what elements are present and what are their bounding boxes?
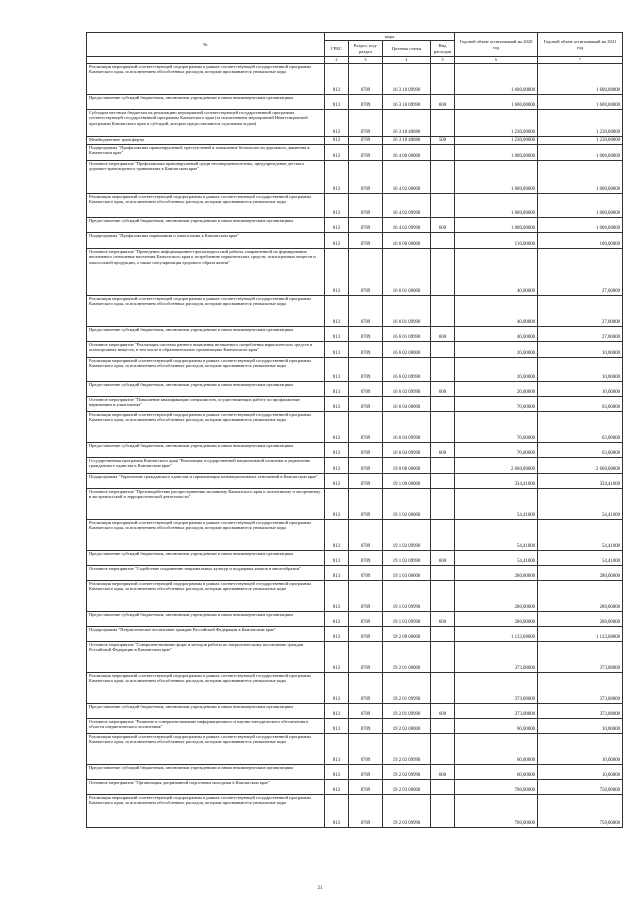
header-expense-type: Вид расходов	[431, 41, 455, 57]
header-grbs: ГРБС	[325, 41, 349, 57]
budget-table	[86, 32, 623, 828]
table-row	[87, 734, 623, 765]
row-section: 0709	[349, 673, 383, 704]
row-section: 0709	[349, 551, 383, 566]
row-amount-2020: 334,41000	[455, 474, 538, 489]
row-section: 0709	[349, 627, 383, 642]
row-amount-2021: 1 600,00000	[538, 64, 623, 95]
row-amount-2020: 2 660,00000	[455, 458, 538, 474]
table-row	[87, 566, 623, 581]
table-row	[87, 145, 623, 161]
table-row	[87, 64, 623, 95]
row-amount-2020: 70,00000	[455, 397, 538, 412]
row-amount-2021: 1 000,00000	[538, 145, 623, 161]
row-amount-2021: 10,00000	[538, 382, 623, 397]
table-row	[87, 233, 623, 249]
row-grbs: 813	[325, 566, 349, 581]
row-grbs: 813	[325, 249, 349, 296]
row-section: 0709	[349, 765, 383, 780]
row-grbs: 813	[325, 64, 349, 95]
column-index-cell: 2	[325, 57, 349, 64]
row-grbs: 813	[325, 194, 349, 218]
table-row	[87, 342, 623, 358]
table-row	[87, 95, 623, 110]
row-grbs: 813	[325, 110, 349, 137]
row-amount-2020: 280,00000	[455, 612, 538, 627]
table-row	[87, 520, 623, 551]
row-amount-2021: 1 000,00000	[538, 194, 623, 218]
row-expense-type: 500	[431, 137, 455, 145]
row-description: Подпрограмма "Укрепление гражданского единства и гармонизация межнациональных отношений в Камчатском крае"	[87, 474, 325, 489]
row-expense-type	[431, 358, 455, 382]
row-expense-type: 600	[431, 218, 455, 233]
row-amount-2021: 10,00000	[538, 719, 623, 734]
row-amount-2021: 100,00000	[538, 233, 623, 249]
row-grbs: 813	[325, 642, 349, 673]
row-target-article: 16 6 04 00000	[383, 397, 431, 412]
row-target-article: 16 3 10 09990	[383, 95, 431, 110]
row-description: Основное мероприятие "Повышение квалификации специалистов, осуществляющих работу по профилактике наркомании и алкоголизма"	[87, 397, 325, 412]
row-description: Реализация мероприятий соответствующей подпрограммы в рамках соответствующей государственной программы Камчатского края, за исключением обособленных расходов, которым присваиваются уникальные коды	[87, 194, 325, 218]
row-amount-2021: 1 000,00000	[538, 161, 623, 194]
row-amount-2020: 373,08000	[455, 642, 538, 673]
row-amount-2020: 54,41000	[455, 489, 538, 520]
row-description: Основное мероприятие "Организация допризывной подготовки молодежи в Камчатском крае"	[87, 780, 325, 795]
row-expense-type	[431, 520, 455, 551]
row-target-article: 19 2 00 00000	[383, 627, 431, 642]
row-grbs: 813	[325, 233, 349, 249]
row-section: 0709	[349, 566, 383, 581]
row-expense-type	[431, 233, 455, 249]
row-expense-type	[431, 397, 455, 412]
row-section: 0709	[349, 95, 383, 110]
row-target-article: 16 6 04 09990	[383, 412, 431, 443]
row-description: Основное мероприятие "Реализация системы раннего выявления незаконного потребления наркотических средств и психотропных веществ, в том числе в образовательных организациях Камчатского края"	[87, 342, 325, 358]
row-grbs: 813	[325, 734, 349, 765]
row-section: 0709	[349, 458, 383, 474]
row-grbs: 813	[325, 296, 349, 327]
row-grbs: 813	[325, 145, 349, 161]
row-expense-type: 600	[431, 382, 455, 397]
row-description: Субсидии местным бюджетам на реализацию мероприятий соответствующей государственной программы соответствующей государственной программы Камчатского края (за исключением мероприятий Инвестиционной программы Камчатского края и субсидий, которые предоставляются отдельным кодом)	[87, 110, 325, 137]
row-amount-2020: 54,41000	[455, 551, 538, 566]
row-description: Реализация мероприятий соответствующей подпрограммы в рамках соответствующей государственной программы Камчатского края, за исключением обособленных расходов, которым присваиваются уникальные коды	[87, 734, 325, 765]
row-expense-type	[431, 642, 455, 673]
row-grbs: 813	[325, 218, 349, 233]
table-row	[87, 765, 623, 780]
row-target-article: 16 3 10 40080	[383, 137, 431, 145]
row-amount-2020: 40,00000	[455, 249, 538, 296]
row-target-article: 16 3 10 40080	[383, 110, 431, 137]
row-section: 0709	[349, 342, 383, 358]
table-row	[87, 780, 623, 795]
row-amount-2020: 60,00000	[455, 734, 538, 765]
row-amount-2021: 334,41000	[538, 474, 623, 489]
row-grbs: 813	[325, 443, 349, 458]
row-amount-2021: 1 133,08000	[538, 627, 623, 642]
row-grbs: 813	[325, 627, 349, 642]
row-expense-type: 600	[431, 95, 455, 110]
row-description: Реализация мероприятий соответствующей подпрограммы в рамках соответствующей государственной программы Камчатского края, за исключением обособленных расходов, которым присваиваются уникальные коды	[87, 673, 325, 704]
row-amount-2021: 10,00000	[538, 734, 623, 765]
row-amount-2021: 280,00000	[538, 566, 623, 581]
row-target-article: 19 1 02 09990	[383, 551, 431, 566]
row-target-article: 19 1 02 09990	[383, 520, 431, 551]
row-expense-type: 600	[431, 551, 455, 566]
row-target-article: 16 6 00 00000	[383, 233, 431, 249]
row-grbs: 813	[325, 581, 349, 612]
row-expense-type	[431, 780, 455, 795]
row-grbs: 813	[325, 704, 349, 719]
row-description: Основное мероприятие "Противодействие распространению меланизму Камчатского края к полиэтнизму и экстремизму в экстремистской и террористической деятельности"	[87, 489, 325, 520]
row-expense-type	[431, 249, 455, 296]
table-row	[87, 194, 623, 218]
row-target-article: 16 6 01 09990	[383, 296, 431, 327]
row-section: 0709	[349, 327, 383, 342]
column-index-row	[87, 57, 623, 64]
row-amount-2020: 40,00000	[455, 327, 538, 342]
row-amount-2021: 10,00000	[538, 358, 623, 382]
row-amount-2021: 27,00000	[538, 249, 623, 296]
row-expense-type	[431, 734, 455, 765]
table-row	[87, 412, 623, 443]
row-grbs: 813	[325, 458, 349, 474]
row-section: 0709	[349, 194, 383, 218]
row-description: Подпрограмма "Патриотическое воспитание граждан Российской Федерации в Камчатском крае"	[87, 627, 325, 642]
row-section: 0709	[349, 397, 383, 412]
row-expense-type	[431, 194, 455, 218]
row-target-article: 19 1 00 00000	[383, 474, 431, 489]
row-grbs: 813	[325, 95, 349, 110]
row-target-article: 19 2 01 00000	[383, 642, 431, 673]
row-amount-2020: 1 600,00000	[455, 64, 538, 95]
row-description: Реализация мероприятий соответствующей подпрограммы в рамках соответствующей государственной программы Камчатского края, за исключением обособленных расходов, которым присваиваются уникальные коды	[87, 412, 325, 443]
row-target-article: 19 1 03 09990	[383, 581, 431, 612]
row-grbs: 813	[325, 780, 349, 795]
row-amount-2021: 750,00000	[538, 780, 623, 795]
row-section: 0709	[349, 581, 383, 612]
row-section: 0709	[349, 719, 383, 734]
row-expense-type	[431, 474, 455, 489]
row-expense-type	[431, 795, 455, 828]
row-grbs: 813	[325, 673, 349, 704]
row-grbs: 813	[325, 551, 349, 566]
row-amount-2020: 20,00000	[455, 342, 538, 358]
row-section: 0709	[349, 161, 383, 194]
row-amount-2021: 10,00000	[538, 342, 623, 358]
header-year-2021: Годовой объем ассигнований на 2021 год	[538, 33, 623, 57]
row-grbs: 813	[325, 489, 349, 520]
row-section: 0709	[349, 612, 383, 627]
row-section: 0709	[349, 218, 383, 233]
row-target-article: 19 2 03 00000	[383, 780, 431, 795]
row-description: Государственная программа Камчатского края "Реализация государственной национальной политики и укрепление гражданского единства в Камчатском крае"	[87, 458, 325, 474]
row-amount-2021: 63,00000	[538, 397, 623, 412]
row-description: Реализация мероприятий соответствующей подпрограммы в рамках соответствующей государственной программы Камчатского края, за исключением обособленных расходов, которым присваиваются уникальные коды	[87, 520, 325, 551]
row-description: Реализация мероприятий соответствующей подпрограммы в рамках соответствующей государственной программы Камчатского края, за исключением обособленных расходов, которым присваиваются уникальные коды	[87, 64, 325, 95]
row-expense-type	[431, 342, 455, 358]
table-row	[87, 296, 623, 327]
row-target-article: 19 1 03 00000	[383, 566, 431, 581]
row-description: Предоставление субсидий бюджетным, автономным учреждениям и иным некоммерческим организациям	[87, 382, 325, 397]
table-row	[87, 137, 623, 145]
row-target-article: 16 6 01 09990	[383, 327, 431, 342]
column-index-cell: .	[87, 57, 325, 64]
row-description: Предоставление субсидий бюджетным, автономным учреждениям и иным некоммерческим организациям	[87, 551, 325, 566]
column-index-cell: 6	[455, 57, 538, 64]
row-amount-2020: 70,00000	[455, 443, 538, 458]
row-amount-2021: 373,08000	[538, 642, 623, 673]
table-row	[87, 474, 623, 489]
table-row	[87, 719, 623, 734]
row-expense-type	[431, 145, 455, 161]
row-description: Основное мероприятие "Совершенствование форм и методов работы по патриотическому воспитанию граждан Российской Федерации в Камчатском крае"	[87, 642, 325, 673]
row-amount-2020: 280,00000	[455, 566, 538, 581]
row-expense-type: 600	[431, 765, 455, 780]
row-amount-2021: 373,08000	[538, 704, 623, 719]
row-expense-type: 600	[431, 704, 455, 719]
row-expense-type	[431, 566, 455, 581]
row-target-article: 16 3 10 09990	[383, 64, 431, 95]
row-target-article: 16 6 02 00000	[383, 342, 431, 358]
column-index-cell: 7	[538, 57, 623, 64]
row-expense-type: 600	[431, 327, 455, 342]
row-grbs: 813	[325, 342, 349, 358]
row-amount-2020: 1 600,00000	[455, 95, 538, 110]
table-row	[87, 218, 623, 233]
row-amount-2021: 54,41000	[538, 520, 623, 551]
row-section: 0709	[349, 474, 383, 489]
row-expense-type	[431, 110, 455, 137]
row-target-article: 16 6 02 09990	[383, 382, 431, 397]
row-target-article: 19 2 01 09990	[383, 673, 431, 704]
row-amount-2020: 280,00000	[455, 581, 538, 612]
row-amount-2021: 27,00000	[538, 296, 623, 327]
row-amount-2021: 2 660,00000	[538, 458, 623, 474]
row-section: 0709	[349, 64, 383, 95]
row-section: 0709	[349, 358, 383, 382]
row-target-article: 16 4 00 00000	[383, 145, 431, 161]
row-description: Основное мероприятие "Содействие сохранению национальных культур и поддержка языков в многообразии"	[87, 566, 325, 581]
table-row	[87, 704, 623, 719]
row-expense-type	[431, 64, 455, 95]
row-description: Предоставление субсидий бюджетным, автономным учреждениям и иным некоммерческим организациям	[87, 327, 325, 342]
table-row	[87, 327, 623, 342]
row-amount-2020: 373,08000	[455, 673, 538, 704]
row-amount-2021: 54,41000	[538, 551, 623, 566]
row-expense-type	[431, 627, 455, 642]
row-grbs: 813	[325, 382, 349, 397]
row-amount-2020: 20,00000	[455, 382, 538, 397]
row-amount-2020: 700,00000	[455, 780, 538, 795]
row-description: Предоставление субсидий бюджетным, автономным учреждениям и иным некоммерческим организациям	[87, 95, 325, 110]
row-target-article: 16 4 02 00000	[383, 161, 431, 194]
row-description: Реализация мероприятий соответствующей подпрограммы в рамках соответствующей государственной программы Камчатского края, за исключением обособленных расходов, которым присваиваются уникальные коды	[87, 358, 325, 382]
row-amount-2021: 10,00000	[538, 765, 623, 780]
table-row	[87, 489, 623, 520]
row-section: 0709	[349, 412, 383, 443]
table-row	[87, 443, 623, 458]
table-row	[87, 581, 623, 612]
row-target-article: 19 2 02 09990	[383, 734, 431, 765]
row-amount-2020: 1 000,00000	[455, 161, 538, 194]
header-year-2020: Годовой объем ассигнований на 2020 год	[455, 33, 538, 57]
row-amount-2020: 54,41000	[455, 520, 538, 551]
row-section: 0709	[349, 137, 383, 145]
row-section: 0709	[349, 233, 383, 249]
row-description: Предоставление субсидий бюджетным, автономным учреждениям и иным некоммерческим организациям	[87, 443, 325, 458]
row-amount-2020: 70,00000	[455, 412, 538, 443]
row-description: Предоставление субсидий бюджетным, автономным учреждениям и иным некоммерческим организациям	[87, 218, 325, 233]
row-grbs: 813	[325, 474, 349, 489]
table-row	[87, 673, 623, 704]
row-amount-2021: 1 600,00000	[538, 95, 623, 110]
column-index-cell: 3	[349, 57, 383, 64]
row-expense-type	[431, 458, 455, 474]
row-section: 0709	[349, 780, 383, 795]
row-description: Реализация мероприятий соответствующей подпрограммы в рамках соответствующей государственной программы Камчатского края, за исключением обособленных расходов, которым присваиваются уникальные коды	[87, 795, 325, 828]
table-row	[87, 795, 623, 828]
row-grbs: 813	[325, 137, 349, 145]
row-amount-2020: 700,00000	[455, 795, 538, 828]
row-description: Предоставление субсидий бюджетным, автономным учреждениям и иным некоммерческим организациям	[87, 765, 325, 780]
row-grbs: 813	[325, 397, 349, 412]
row-amount-2021: 280,00000	[538, 612, 623, 627]
row-section: 0709	[349, 520, 383, 551]
row-section: 0709	[349, 145, 383, 161]
row-section: 0709	[349, 642, 383, 673]
header-codes: коды	[325, 33, 455, 41]
row-target-article: 19 2 03 09990	[383, 795, 431, 828]
row-amount-2021: 1 000,00000	[538, 218, 623, 233]
header-number: №	[87, 33, 325, 57]
row-amount-2021: 373,08000	[538, 673, 623, 704]
row-amount-2020: 60,00000	[455, 719, 538, 734]
row-amount-2020: 1 230,00000	[455, 137, 538, 145]
row-grbs: 813	[325, 327, 349, 342]
row-expense-type	[431, 673, 455, 704]
row-grbs: 813	[325, 161, 349, 194]
row-description: Подпрограмма "Профилактика наркомании и алкоголизма в Камчатском крае"	[87, 233, 325, 249]
table-row	[87, 612, 623, 627]
row-target-article: 19 2 02 00000	[383, 719, 431, 734]
row-target-article: 19 1 03 09990	[383, 612, 431, 627]
row-expense-type: 600	[431, 612, 455, 627]
row-description: Предоставление субсидий бюджетным, автономным учреждениям и иным некоммерческим организациям	[87, 612, 325, 627]
header-target-article: Целевая статья	[383, 41, 431, 57]
row-amount-2020: 60,00000	[455, 765, 538, 780]
row-amount-2020: 40,00000	[455, 296, 538, 327]
row-section: 0709	[349, 704, 383, 719]
row-grbs: 813	[325, 612, 349, 627]
table-row	[87, 458, 623, 474]
row-section: 0709	[349, 489, 383, 520]
table-row	[87, 627, 623, 642]
column-index-cell: 4	[383, 57, 431, 64]
row-section: 0709	[349, 443, 383, 458]
row-target-article: 16 6 02 09990	[383, 358, 431, 382]
row-amount-2021: 750,00000	[538, 795, 623, 828]
row-amount-2020: 1 000,00000	[455, 218, 538, 233]
row-expense-type	[431, 412, 455, 443]
table-row	[87, 382, 623, 397]
row-section: 0709	[349, 734, 383, 765]
row-description: Реализация мероприятий соответствующей подпрограммы в рамках соответствующей государственной программы Камчатского края, за исключением обособленных расходов, которым присваиваются уникальные коды	[87, 296, 325, 327]
row-expense-type	[431, 489, 455, 520]
row-grbs: 813	[325, 358, 349, 382]
row-grbs: 813	[325, 719, 349, 734]
row-target-article: 16 4 02 09990	[383, 218, 431, 233]
column-index-cell: 5	[431, 57, 455, 64]
row-amount-2021: 63,00000	[538, 412, 623, 443]
row-grbs: 813	[325, 765, 349, 780]
row-amount-2020: 1 000,00000	[455, 194, 538, 218]
row-section: 0709	[349, 110, 383, 137]
row-description: Предоставление субсидий бюджетным, автономным учреждениям и иным некоммерческим организациям	[87, 704, 325, 719]
row-amount-2021: 54,41000	[538, 489, 623, 520]
row-grbs: 813	[325, 520, 349, 551]
row-description: Основное мероприятие "Развитие и совершенствование информационного и научно-методического обеспечения в области патриотического воспитания"	[87, 719, 325, 734]
row-target-article: 19 2 02 09990	[383, 765, 431, 780]
row-target-article: 16 6 04 09990	[383, 443, 431, 458]
table-row	[87, 249, 623, 296]
row-target-article: 19 1 02 00000	[383, 489, 431, 520]
table-row	[87, 642, 623, 673]
table-row	[87, 397, 623, 412]
row-amount-2020: 130,00000	[455, 233, 538, 249]
row-amount-2021: 63,00000	[538, 443, 623, 458]
table-row	[87, 110, 623, 137]
row-description: Межбюджетные трансферты	[87, 137, 325, 145]
page-number: 21	[317, 886, 323, 891]
header-section: Раздел, под-раздел	[349, 41, 383, 57]
row-target-article: 19 2 01 09990	[383, 704, 431, 719]
row-amount-2021: 1 230,00000	[538, 110, 623, 137]
row-section: 0709	[349, 296, 383, 327]
row-description: Основное мероприятие "Профилактика правонарушений среди несовершеннолетних, предупреждение детского дорожно-транспортного травматизма в Камчатском крае"	[87, 161, 325, 194]
row-amount-2020: 1 000,00000	[455, 145, 538, 161]
row-amount-2020: 373,08000	[455, 704, 538, 719]
row-grbs: 813	[325, 412, 349, 443]
row-amount-2020: 20,00000	[455, 358, 538, 382]
row-expense-type	[431, 161, 455, 194]
row-amount-2021: 1 230,00000	[538, 137, 623, 145]
row-section: 0709	[349, 249, 383, 296]
row-description: Реализация мероприятий соответствующей подпрограммы в рамках соответствующей государственной программы Камчатского края, за исключением обособленных расходов, которым присваиваются уникальные коды	[87, 581, 325, 612]
row-target-article: 16 4 02 09990	[383, 194, 431, 218]
table-row	[87, 358, 623, 382]
row-expense-type	[431, 719, 455, 734]
table-row	[87, 161, 623, 194]
table-row	[87, 551, 623, 566]
row-amount-2020: 1 133,08000	[455, 627, 538, 642]
row-amount-2021: 280,00000	[538, 581, 623, 612]
row-section: 0709	[349, 795, 383, 828]
row-section: 0709	[349, 382, 383, 397]
row-amount-2021: 27,00000	[538, 327, 623, 342]
row-description: Подпрограмма "Профилактика правонарушений, преступлений и повышение безопасности дорожного движения в Камчатском крае"	[87, 145, 325, 161]
row-grbs: 813	[325, 795, 349, 828]
row-description: Основное мероприятие "Проведение информационно-пропагандистской работы, направленной на формирование негативного отношения населения Камчатского края к потреблению наркотических средств, психотропных веществ и алкогольной продукции, а также популяризация здорового образа жизни"	[87, 249, 325, 296]
row-expense-type: 600	[431, 443, 455, 458]
row-target-article: 16 6 01 00000	[383, 249, 431, 296]
row-expense-type	[431, 296, 455, 327]
row-amount-2020: 1 230,00000	[455, 110, 538, 137]
row-expense-type	[431, 581, 455, 612]
row-target-article: 19 0 00 00000	[383, 458, 431, 474]
